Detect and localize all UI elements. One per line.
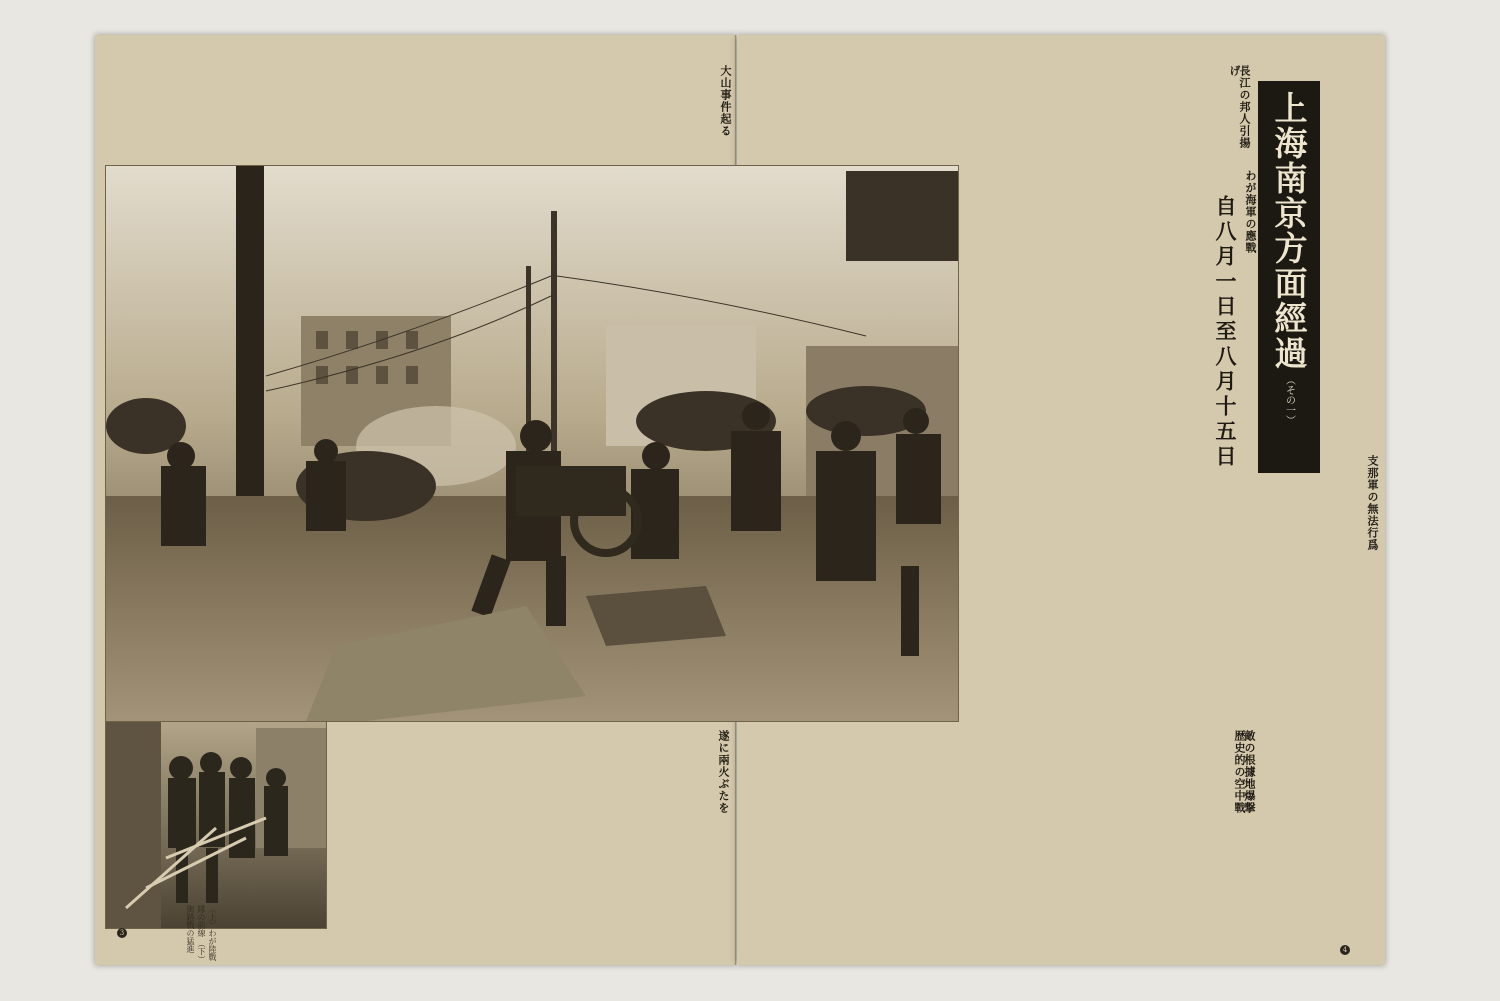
right-column-text [1259, 455, 1377, 955]
page-number-left: 3 [117, 928, 127, 938]
article-title-box [1258, 81, 1320, 473]
heading-evacuation: 長江の邦人引揚げ [1228, 65, 1251, 149]
right-bottom-text [749, 730, 1254, 955]
heading-oyama: 大山事件起る [719, 65, 732, 137]
heading-chinese-army: 支那軍の無法行爲 [1366, 455, 1379, 551]
heading-bombing: 敵の根據地爆撃 [1243, 730, 1256, 814]
street-fighting-photo [106, 708, 326, 928]
article-title: 上海南京方面經過 [1269, 91, 1309, 371]
article-date-range: 自八月一日至八月十五日 [1213, 195, 1238, 470]
battle-scene-photo [106, 166, 958, 721]
heading-navy: わが海軍の應戰 [1244, 170, 1257, 254]
right-top-text [749, 65, 1249, 160]
article-title-suffix: （その一） [1283, 375, 1295, 425]
inset-photo [105, 707, 327, 929]
left-top-text [135, 65, 730, 170]
magazine-spread [95, 35, 1385, 965]
heading-war-start: 遂に兩火ぶたを [717, 730, 730, 814]
left-bottom-text [353, 730, 728, 960]
heading-air-battle: 歴史的の空中戰 [1233, 730, 1246, 814]
page-number-right: 4 [1340, 945, 1350, 955]
photo-caption: （上）わが陸戰隊の前線 （下）街路戰の猛進 [186, 905, 217, 964]
main-photo [105, 165, 959, 722]
